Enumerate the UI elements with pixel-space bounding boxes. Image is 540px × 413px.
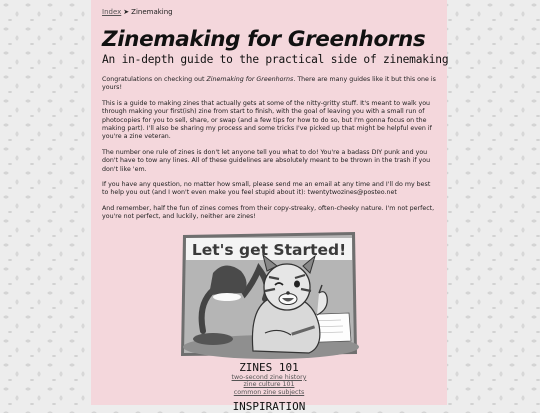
zine-culture-link[interactable]: zine culture 101	[243, 381, 295, 389]
intro-paragraph	[102, 76, 436, 93]
inspiration-heading: INSPIRATION	[232, 400, 306, 413]
zine-history-link[interactable]: two-second zine history	[231, 373, 307, 381]
body-paragraph-4: And remember, half the fun of zines comes from their copy-streaky, often-cheeky nature. I'm not perfect, you're not perfect, and luckily, neither are zines!	[102, 204, 435, 221]
illustration-image	[179, 229, 359, 357]
breadcrumb-current: Zinemaking	[131, 8, 173, 16]
illustration-banner-text: Let's get Started!	[191, 240, 347, 259]
zines-101-heading: ZINES 101	[239, 360, 299, 374]
zine-subjects-link[interactable]: common zine subjects	[233, 388, 305, 396]
body-paragraph-1: This is a guide to making zines that actually gets at some of the nitty-gritty stuff. It's meant to walk you through making your first(ish) zine from start to finish, with the goal of leaving you with a small run of photocopies for you to sell, share, or swap (and a few tips for how to do so, but I'm gonna focus on the making part). I'll also be sharing my process and some tricks I've picked up that might be helpful even if you're a zine veteran.	[102, 99, 432, 141]
page-subtitle: An in-depth guide to the practical side of zinemaking	[102, 53, 449, 66]
intro-text-after: . There are many guides like it but this one is yours!	[102, 76, 436, 92]
breadcrumb-index-link[interactable]: Index	[102, 8, 122, 16]
body-paragraph-2: The number one rule of zines is don't let anyone tell you what to do! You're a badass DIY punk and you don't have to tow any lines. All of these guidelines are absolutely meant to be thrown in the trash if you don't like 'em.	[102, 148, 431, 173]
intro-guide-title: Zinemaking for Greenhorns	[206, 76, 294, 83]
body-paragraph-3: If you have any question, no matter how small, please send me an email at any time and I'll do my best to help you out (and I won't even make you feel stupid about it): twentytwozines@posteo.net	[102, 181, 431, 197]
page-title: Zinemaking for Greenhorns	[102, 27, 426, 52]
content-column	[91, 0, 447, 413]
content-page	[91, 0, 449, 413]
lets-get-started-illustration	[179, 229, 359, 357]
breadcrumb-separator-icon: ➤	[123, 8, 130, 16]
zines-101-links	[102, 374, 436, 397]
intro-text-before: Congratulations on checking out	[102, 76, 207, 83]
breadcrumb	[102, 8, 436, 16]
